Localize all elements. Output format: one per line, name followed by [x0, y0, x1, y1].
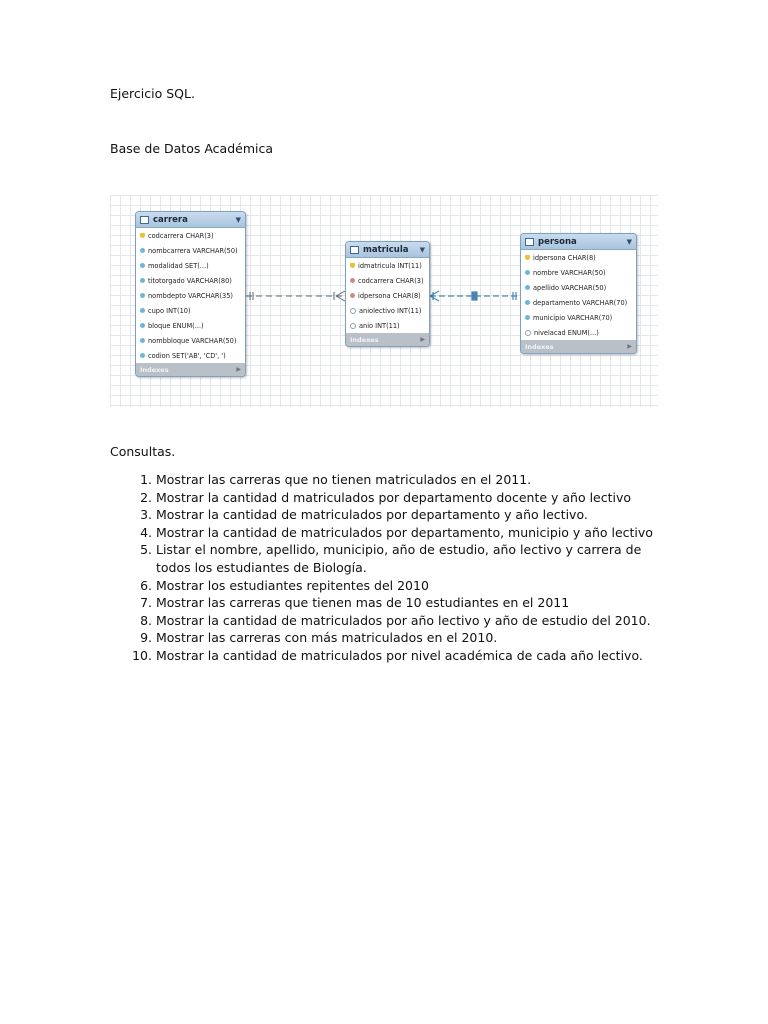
column-row [136, 228, 245, 243]
indexes-bar[interactable] [521, 340, 636, 353]
list-number: 1. [140, 472, 152, 487]
list-item-text: Mostrar la cantidad de matriculados por departamento y año lectivo. [156, 507, 588, 523]
column-row [136, 348, 245, 363]
column-row [521, 325, 636, 340]
column-row [346, 258, 429, 273]
table-name: matricula [363, 244, 409, 255]
chevron-down-icon[interactable]: ▼ [235, 215, 241, 224]
column-icon [140, 338, 145, 343]
nullable-column-icon [525, 330, 531, 336]
column-label: bloque ENUM(...) [148, 321, 204, 330]
table-name: carrera [153, 214, 188, 225]
column-icon [140, 278, 145, 283]
list-item-text: Mostrar la cantidad de matriculados por departamento, municipio y año lectivo [156, 524, 653, 540]
list-item-text: Listar el nombre, apellido, municipio, año de estudio, año lectivo y carrera de todos los estudiantes de Biología. [156, 542, 642, 575]
column-row [346, 318, 429, 333]
column-row [136, 273, 245, 288]
indexes-label: Indexes [140, 365, 169, 374]
relationship-carrera-matricula [246, 291, 345, 301]
column-label: cupo INT(10) [148, 306, 191, 315]
list-number: 6. [140, 577, 152, 593]
table-matricula[interactable] [345, 241, 430, 347]
column-label: anio INT(11) [359, 321, 400, 330]
list-number: 4. [140, 524, 152, 540]
column-label: idpersona CHAR(8) [358, 291, 421, 300]
expand-arrow-icon[interactable]: ▶ [420, 336, 425, 343]
column-label: codcarrera CHAR(3) [358, 276, 424, 285]
consultas-heading: Consultas. [110, 444, 176, 459]
column-label: nombcarrera VARCHAR(50) [148, 246, 238, 255]
chevron-down-icon[interactable]: ▼ [419, 245, 425, 254]
column-icon [140, 248, 145, 253]
column-icon [525, 315, 530, 320]
column-label: apellido VARCHAR(50) [533, 283, 607, 292]
chevron-down-icon[interactable]: ▼ [626, 237, 632, 246]
list-item-text: Mostrar la cantidad de matriculados por año lectivo y año de estudio del 2010. [156, 612, 651, 628]
table-carrera[interactable] [135, 211, 246, 377]
list-item-text: Mostrar la cantidad de matriculados por nivel académica de cada año lectivo. [156, 647, 643, 663]
expand-arrow-icon[interactable]: ▶ [236, 366, 241, 373]
list-item [130, 647, 670, 665]
relationship-matricula-persona [430, 291, 520, 301]
column-row [521, 265, 636, 280]
list-item [130, 629, 670, 647]
column-row [136, 288, 245, 303]
table-icon [525, 238, 534, 246]
column-icon [140, 308, 145, 313]
indexes-label: Indexes [350, 335, 379, 344]
column-row [521, 250, 636, 265]
column-label: idmatricula INT(11) [358, 261, 422, 270]
list-item-text: Mostrar las carreras que tienen mas de 10 estudiantes en el 2011 [156, 595, 570, 611]
column-icon [525, 285, 530, 290]
list-number: 9. [140, 630, 152, 646]
list-item-text: Mostrar los estudiantes repitentes del 2010 [156, 577, 429, 593]
er-diagram [110, 195, 658, 407]
column-row [521, 310, 636, 325]
list-item [130, 541, 670, 576]
column-label: titotorgado VARCHAR(80) [148, 276, 232, 285]
indexes-label: Indexes [525, 342, 554, 351]
expand-arrow-icon[interactable]: ▶ [627, 343, 632, 350]
column-row [521, 280, 636, 295]
column-icon [140, 263, 145, 268]
column-row [521, 295, 636, 310]
list-number: 5. [140, 542, 152, 558]
primary-key-icon [140, 233, 145, 238]
table-header[interactable] [136, 212, 245, 228]
primary-key-icon [525, 255, 530, 260]
list-number: 8. [140, 612, 152, 628]
column-icon [140, 323, 145, 328]
column-row [346, 303, 429, 318]
list-number: 7. [140, 595, 152, 611]
column-icon [525, 300, 530, 305]
indexes-bar[interactable] [136, 363, 245, 376]
foreign-key-icon [350, 278, 355, 283]
column-label: nombdepto VARCHAR(35) [148, 291, 234, 300]
column-label: aniolectivo INT(11) [359, 306, 422, 315]
list-number: 2. [140, 489, 152, 505]
column-label: nombbloque VARCHAR(50) [148, 336, 237, 345]
foreign-key-icon [350, 293, 355, 298]
list-item [130, 471, 670, 489]
list-number: 10. [132, 647, 152, 663]
column-icon [140, 353, 145, 358]
column-label: nivelacad ENUM(...) [534, 328, 599, 337]
column-row [136, 333, 245, 348]
consultas-list [130, 471, 670, 665]
list-item-text: Mostrar las carreras que no tienen matriculados en el 2011. [156, 472, 532, 487]
column-label: departamento VARCHAR(70) [533, 298, 628, 307]
column-row [136, 243, 245, 258]
list-item [130, 577, 670, 595]
column-label: codcarrera CHAR(3) [148, 231, 214, 240]
column-row [136, 258, 245, 273]
column-label: codion SET('AB', 'CD', ') [148, 351, 226, 360]
column-row [346, 273, 429, 288]
list-item [130, 489, 670, 507]
table-header[interactable] [521, 234, 636, 250]
table-persona[interactable] [520, 233, 637, 354]
primary-key-icon [350, 263, 355, 268]
list-item [130, 506, 670, 524]
document-subtitle: Base de Datos Académica [110, 141, 274, 156]
column-label: idpersona CHAR(8) [533, 253, 596, 262]
column-icon [525, 270, 530, 275]
nullable-column-icon [350, 308, 356, 314]
list-item-text: Mostrar las carreras con más matriculados en el 2010. [156, 630, 498, 646]
list-item [130, 612, 670, 630]
list-item-text: Mostrar la cantidad d matriculados por departamento docente y año lectivo [156, 489, 632, 505]
nullable-column-icon [350, 323, 356, 329]
column-label: municipio VARCHAR(70) [533, 313, 613, 322]
indexes-bar[interactable] [346, 333, 429, 346]
table-header[interactable] [346, 242, 429, 258]
list-item [130, 524, 670, 542]
column-icon [140, 293, 145, 298]
column-row [136, 318, 245, 333]
column-row [346, 288, 429, 303]
column-label: nombre VARCHAR(50) [533, 268, 606, 277]
list-item [130, 594, 670, 612]
table-icon [350, 246, 359, 254]
column-label: modalidad SET(...) [148, 261, 209, 270]
column-row [136, 303, 245, 318]
list-number: 3. [140, 507, 152, 523]
table-name: persona [538, 236, 577, 247]
table-icon [140, 216, 149, 224]
document-title: Ejercicio SQL. [110, 86, 195, 101]
